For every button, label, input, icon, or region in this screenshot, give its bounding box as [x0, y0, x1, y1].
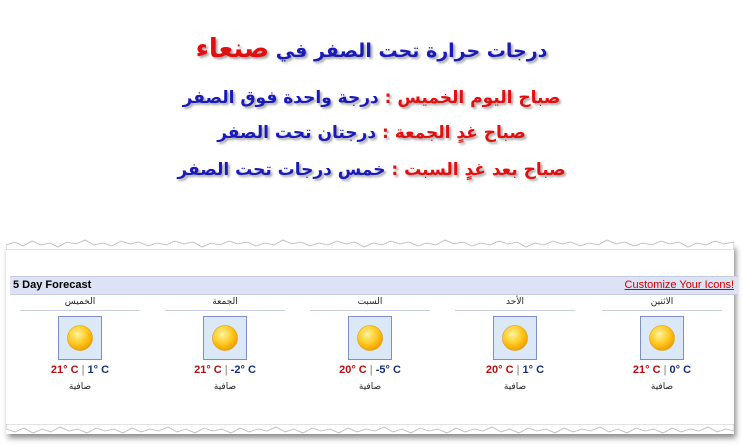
weather-icon-frame	[203, 316, 247, 360]
day-name: الاثنين	[650, 297, 674, 307]
weather-icon-frame	[348, 316, 392, 360]
sun-icon	[211, 324, 239, 352]
temperature-range	[602, 364, 722, 376]
temp-separator: |	[81, 364, 85, 376]
forecast-widget	[10, 276, 738, 426]
temp-high: 21° C	[194, 364, 222, 376]
sun-icon	[501, 324, 529, 352]
day-divider	[165, 310, 285, 311]
forecast-day	[165, 296, 285, 392]
headline-city: صنعاء	[195, 34, 270, 64]
temp-low: 1° C	[522, 364, 545, 376]
temp-low: -5° C	[375, 364, 401, 376]
day-divider	[310, 310, 430, 311]
temp-separator: |	[516, 364, 520, 376]
sun-icon	[356, 324, 384, 352]
headline-friday-label: صباح غدٍ الجمعة :	[382, 123, 526, 143]
headline-thursday	[0, 88, 743, 108]
temperature-range	[165, 364, 285, 376]
day-name: الخميس	[64, 297, 96, 307]
temp-low: 0° C	[669, 364, 692, 376]
forecast-header	[10, 276, 738, 295]
temp-high: 21° C	[50, 364, 79, 376]
customize-icons-link[interactable]: Customize Your Icons!	[624, 279, 734, 291]
forecast-day	[602, 296, 722, 392]
temp-low: -2° C	[230, 364, 256, 376]
torn-edge-top	[6, 238, 734, 250]
day-name: الجمعة	[212, 297, 238, 307]
weather-icon-frame	[640, 316, 684, 360]
temp-separator: |	[369, 364, 373, 376]
headline-thursday-value: درجة واحدة فوق الصفر	[182, 88, 379, 108]
weather-condition: صافية	[68, 382, 92, 392]
day-name: الأحد	[506, 297, 524, 307]
sun-icon	[66, 324, 94, 352]
forecast-day	[455, 296, 575, 392]
headline-saturday	[0, 160, 743, 180]
forecast-day	[20, 296, 140, 392]
temp-separator: |	[663, 364, 667, 376]
temperature-range	[20, 364, 140, 376]
weather-icon-frame	[493, 316, 537, 360]
weather-condition: صافية	[650, 382, 674, 392]
headline-friday	[0, 123, 743, 143]
forecast-title: 5 Day Forecast	[13, 279, 92, 291]
headline-saturday-value: خمس درجات تحت الصفر	[177, 160, 386, 180]
headline-thursday-label: صباح اليوم الخميس :	[384, 88, 561, 108]
sun-icon	[648, 324, 676, 352]
headline-title	[0, 34, 743, 64]
day-divider	[455, 310, 575, 311]
temp-high: 21° C	[632, 364, 661, 376]
weather-condition: صافية	[213, 382, 237, 392]
headline-title-prefix: درجات حرارة تحت الصفر في	[275, 40, 548, 62]
forecast-day	[310, 296, 430, 392]
temp-separator: |	[224, 364, 228, 376]
temperature-range	[455, 364, 575, 376]
day-name: السبت	[357, 297, 383, 307]
weather-condition: صافية	[358, 382, 382, 392]
weather-icon-frame	[58, 316, 102, 360]
day-divider	[20, 310, 140, 311]
temp-low: 1° C	[87, 364, 110, 376]
headline-friday-value: درجتان تحت الصفر	[217, 123, 377, 143]
temperature-range	[310, 364, 430, 376]
weather-condition: صافية	[503, 382, 527, 392]
headline-saturday-label: صباح بعد غدٍ السبت :	[391, 160, 566, 180]
temp-high: 20° C	[339, 364, 367, 376]
temp-high: 20° C	[485, 364, 514, 376]
day-divider	[602, 310, 722, 311]
